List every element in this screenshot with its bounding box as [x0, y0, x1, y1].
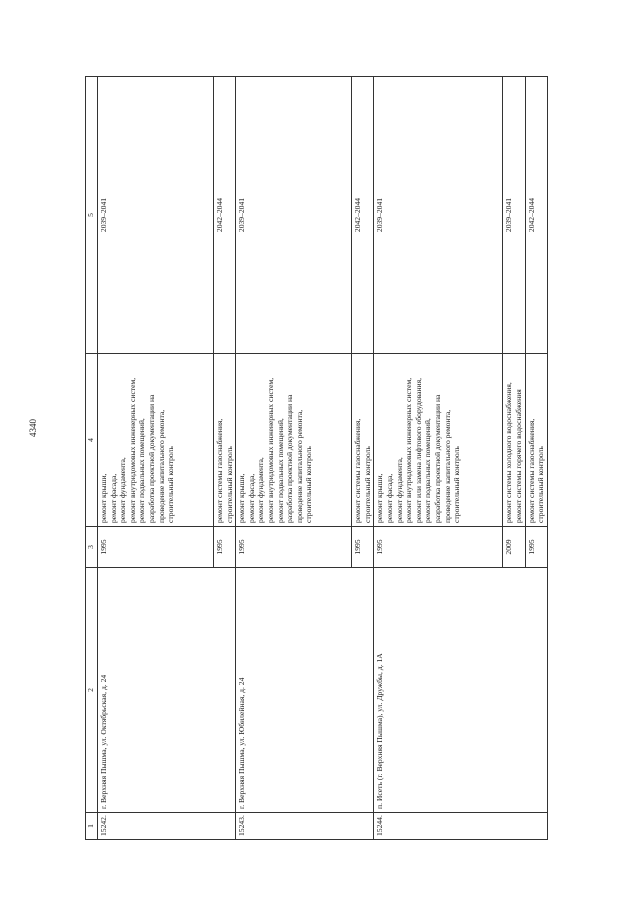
work-item: ремонт подвальных помещений, — [275, 418, 285, 523]
table-row — [236, 77, 352, 840]
work-item: ремонт подвальных помещений, — [423, 418, 433, 523]
entry-address: г. Верхняя Пышма, ул. Октябрьская, д. 24 — [98, 568, 236, 813]
entry-period: 2039–2041 — [374, 77, 503, 354]
entry-year: 1995 — [374, 527, 503, 568]
work-item: ремонт фасада, — [108, 473, 118, 523]
entry-period: 2042–2044 — [214, 77, 236, 354]
header-col-number: 1 — [86, 813, 98, 840]
work-item: ремонт фундамента, — [394, 457, 404, 523]
header-col-year: 3 — [86, 527, 98, 568]
entry-number: 15244. — [374, 813, 547, 840]
page-number: 4340 — [28, 419, 38, 437]
repair-schedule-table-container — [85, 80, 546, 840]
entry-works — [525, 354, 547, 527]
work-item: разработка проектной документации на — [146, 394, 156, 523]
work-item: ремонт крыши, — [237, 473, 247, 523]
work-item: ремонт внутридомовых инженерных систем, — [127, 377, 137, 523]
work-item: ремонт системы газоснабжения, — [215, 418, 224, 523]
work-item: ремонт системы газоснабжения, — [526, 418, 536, 523]
entry-year: 1995 — [236, 527, 352, 568]
repair-schedule-table — [85, 76, 548, 840]
work-item: ремонт крыши, — [99, 473, 108, 523]
work-item: ремонт системы горячего водоснабжения — [513, 389, 523, 523]
work-item: строительный контроль — [452, 446, 462, 523]
entry-number: 15243. — [236, 813, 374, 840]
work-item: строительный контроль — [304, 446, 314, 523]
work-item: ремонт или замена лифтового оборудования, — [413, 378, 423, 523]
work-item: разработка проектной документации на — [285, 394, 295, 523]
work-item: ремонт системы холодного водоснабжения, — [504, 382, 514, 523]
header-col-address: 2 — [86, 568, 98, 813]
entry-year: 1995 — [214, 527, 236, 568]
entry-year: 1995 — [352, 527, 374, 568]
header-col-works: 4 — [86, 354, 98, 527]
entry-works — [503, 354, 525, 527]
header-row — [86, 77, 98, 840]
work-item: ремонт фасада, — [384, 473, 394, 523]
entry-address: г. Верхняя Пышма, ул. Юбилейная, д. 24 — [236, 568, 374, 813]
entry-period: 2039–2041 — [503, 77, 525, 354]
entry-works — [98, 354, 214, 527]
entry-works — [352, 354, 374, 527]
work-item: ремонт внутридомовых инженерных систем, — [404, 377, 414, 523]
work-item: строительный контроль — [166, 446, 176, 523]
work-item: ремонт внутридомовых инженерных систем, — [265, 377, 275, 523]
entry-year: 1995 — [98, 527, 214, 568]
entry-period: 2039–2041 — [98, 77, 214, 354]
work-item: разработка проектной документации на — [432, 394, 442, 523]
work-item: проведение капитального ремонта, — [294, 409, 304, 523]
entry-address: п. Исеть (г. Верхняя Пышма), ул. Дружбы, д. 1А — [374, 568, 547, 813]
entry-year: 1995 — [525, 527, 547, 568]
entry-period: 2039–2041 — [236, 77, 352, 354]
entry-period: 2042–2044 — [525, 77, 547, 354]
entry-number: 15242. — [98, 813, 236, 840]
entry-period: 2042–2044 — [352, 77, 374, 354]
work-item: ремонт крыши, — [375, 473, 385, 523]
table-row — [374, 77, 503, 840]
table-row — [98, 77, 214, 840]
work-item: ремонт фасада, — [246, 473, 256, 523]
work-item: проведение капитального ремонта, — [442, 409, 452, 523]
work-item: ремонт фундамента, — [118, 457, 128, 523]
entry-year: 2009 — [503, 527, 525, 568]
entry-works — [214, 354, 236, 527]
work-item: строительный контроль — [362, 446, 372, 523]
header-col-period: 5 — [86, 77, 98, 354]
work-item: ремонт системы газоснабжения, — [353, 418, 363, 523]
work-item: проведение капитального ремонта, — [156, 409, 166, 523]
entry-works — [374, 354, 503, 527]
work-item: строительный контроль — [224, 446, 234, 523]
work-item: строительный контроль — [536, 446, 546, 523]
entry-works — [236, 354, 352, 527]
work-item: ремонт фундамента, — [256, 457, 266, 523]
work-item: ремонт подвальных помещений, — [137, 418, 147, 523]
table-body — [98, 77, 548, 840]
